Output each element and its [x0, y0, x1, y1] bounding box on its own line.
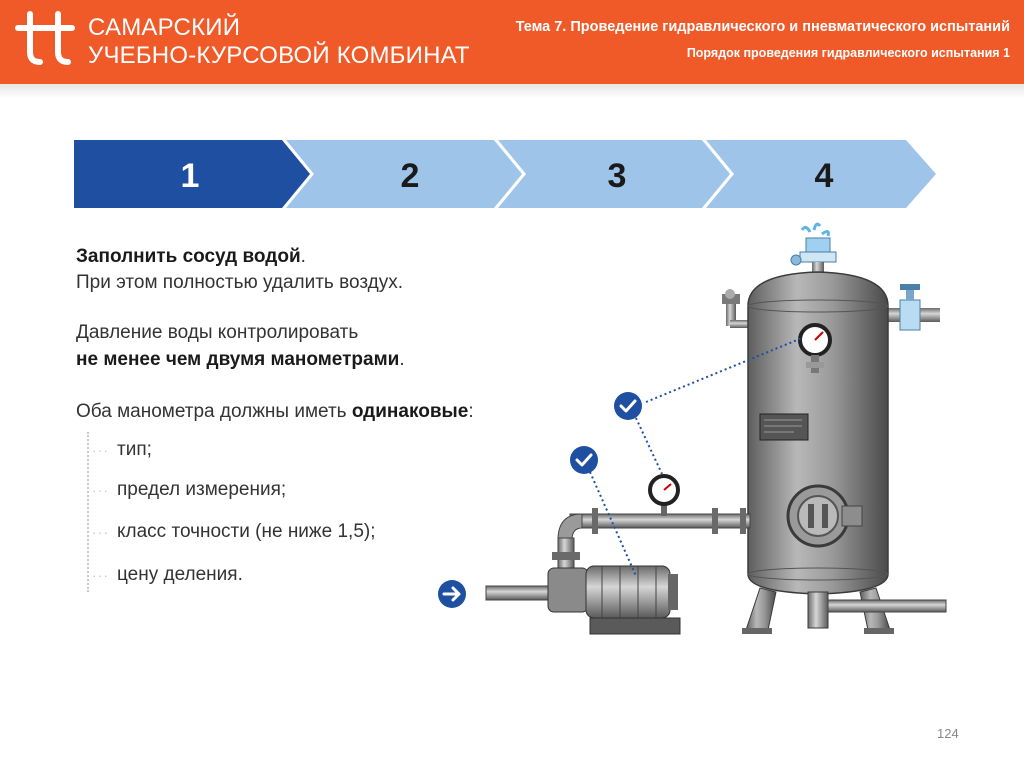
vessel-illustration: [430, 222, 960, 647]
instruction-fill-end: .: [300, 246, 306, 267]
instruction-same: [76, 401, 474, 423]
list-item: ··· цену деления.: [92, 564, 243, 585]
page-number: 124: [937, 726, 959, 741]
step-label-2: 2: [400, 157, 420, 195]
instruction-same-start: Оба манометра должны иметь: [76, 401, 352, 422]
org-name-line2: УЧЕБНО-КУРСОВОЙ КОМБИНАТ: [88, 42, 470, 69]
list-item: ··· предел измерения;: [92, 479, 287, 500]
header-shadow: [0, 84, 1024, 98]
check-badge-icon: [570, 446, 598, 474]
step-label-4: 4: [814, 157, 834, 195]
instruction-fill-bold: Заполнить сосуд водой: [76, 246, 301, 267]
step-progress: [74, 140, 940, 208]
step-label-3: 3: [607, 157, 627, 195]
instruction-air: При этом полностью удалить воздух.: [76, 272, 403, 293]
topic-title: Тема 7. Проведение гидравлического и пневматического испытаний: [515, 19, 1010, 35]
instruction-same-bold: одинаковые: [351, 401, 469, 422]
topic-subtitle: Порядок проведения гидравлического испытания 1: [686, 46, 1010, 60]
instruction-fill: [76, 246, 306, 268]
list-item: ··· тип;: [92, 439, 152, 460]
check-badge-icon: [614, 392, 642, 420]
double-cross-logo-icon: [12, 10, 78, 68]
instruction-same-end: :: [468, 401, 474, 422]
header-bar: [0, 0, 1024, 84]
org-name-line1: САМАРСКИЙ: [88, 14, 241, 41]
step-label-1: 1: [180, 157, 200, 195]
list-dotted-rail: [87, 432, 89, 592]
instruction-gauges: [76, 349, 405, 371]
arrow-right-badge-icon: [438, 580, 466, 608]
instruction-pressure: Давление воды контролировать: [76, 322, 359, 343]
list-item: ··· класс точности (не ниже 1,5);: [92, 521, 376, 542]
pump-icon: [486, 566, 680, 634]
instruction-gauges-bold: не менее чем двумя манометрами: [76, 349, 400, 370]
pressure-gauge-icon: [650, 476, 678, 516]
instruction-gauges-end: .: [399, 349, 405, 370]
valve-icon: [884, 284, 940, 330]
requirements-list: [82, 428, 442, 598]
